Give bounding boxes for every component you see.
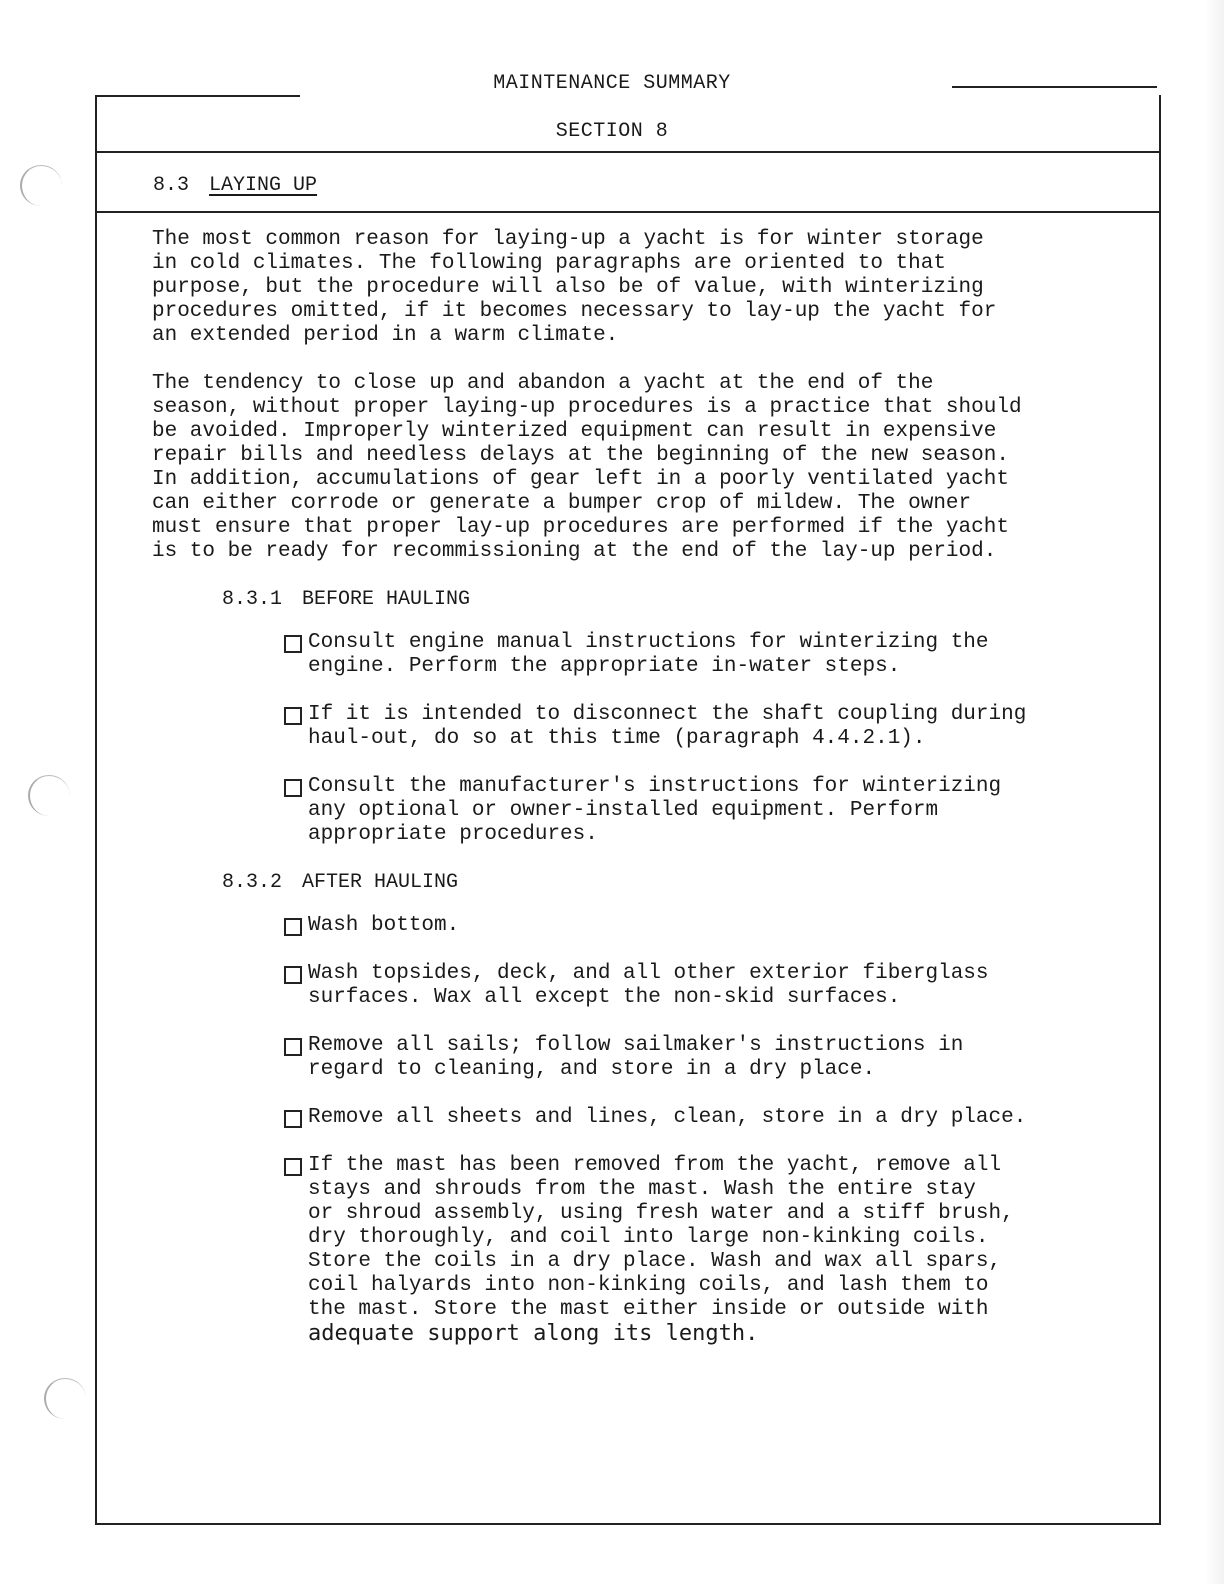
subsection-title: AFTER HAULING	[302, 871, 459, 894]
checklist-item	[284, 962, 1142, 1010]
checklist-item	[284, 1034, 1142, 1082]
punch-hole	[20, 165, 62, 206]
checklist-text: Wash topsides, deck, and all other exterior fiberglass surfaces. Wax all except the non-skid surfaces.	[308, 962, 989, 1009]
checklist-item	[284, 775, 1142, 847]
checklist-text: Consult the manufacturer's instructions for winterizing any optional or owner-installed equipment. Perform appropriate procedures.	[308, 775, 1002, 846]
subsection-title: BEFORE HAULING	[302, 588, 471, 611]
heading-number: 8.3	[153, 174, 190, 197]
checkbox[interactable]	[284, 635, 302, 653]
document-body	[152, 228, 1142, 1372]
checkbox[interactable]	[284, 1038, 302, 1056]
checklist-item	[284, 703, 1142, 751]
paragraph: The tendency to close up and abandon a yacht at the end of the season, without proper laying-up procedures is a practice that should be avoided. Improperly winterized equipment can result in expensive repair bills and needless delays at the beginning of the new season. In addition, accumulations of gear left in a poorly ventilated yacht can either corrode or generate a bumper crop of mildew. The owner must ensure that proper lay-up procedures are performed if the yacht is to be ready for recommissioning at the end of the lay-up period.	[152, 372, 1022, 563]
checklist-item	[284, 914, 1142, 938]
document-title: MAINTENANCE SUMMARY	[493, 72, 731, 95]
checkbox[interactable]	[284, 1110, 302, 1128]
checklist-text: Remove all sails; follow sailmaker's instructions in regard to cleaning, and store in a dry place.	[308, 1034, 964, 1081]
checklist-item	[284, 1154, 1142, 1348]
subsection-heading	[222, 871, 1142, 894]
checklist-text: If it is intended to disconnect the shaft coupling during haul-out, do so at this time (paragraph 4.4.2.1).	[308, 703, 1027, 750]
checkbox[interactable]	[284, 918, 302, 936]
checklist-text: If the mast has been removed from the yacht, remove all stays and shrouds from the mast. Wash the entire stay or shroud assembly, using fresh water and a stiff brush, dry thoroughly, and coil into large non-kinking coils. Store the coils in a dry place. Wash and wax all spars, coil halyards into non-kinking coils, and lash them to the mast. Store the mast either inside or outside with	[308, 1154, 1014, 1321]
checklist-item	[284, 631, 1142, 679]
subsection-number: 8.3.1	[222, 588, 283, 611]
punch-hole	[44, 1378, 86, 1419]
checklist-text: Consult engine manual instructions for winterizing the engine. Perform the appropriate in-water steps.	[308, 631, 989, 678]
section-heading	[153, 174, 317, 197]
checkbox[interactable]	[284, 966, 302, 984]
checklist-text: Wash bottom.	[308, 914, 460, 937]
punch-hole	[28, 775, 70, 816]
heading-title: LAYING UP	[209, 174, 318, 197]
section-label: SECTION 8	[555, 120, 669, 143]
title-rule-right	[952, 86, 1157, 88]
checklist-text-last-line: adequate support along its length.	[308, 1321, 759, 1346]
subsection-number: 8.3.2	[222, 871, 283, 894]
checkbox[interactable]	[284, 1158, 302, 1176]
checklist-item	[284, 1106, 1142, 1130]
checkbox[interactable]	[284, 707, 302, 725]
subsection-heading	[222, 588, 1142, 611]
checkbox[interactable]	[284, 779, 302, 797]
paragraph: The most common reason for laying-up a yacht is for winter storage in cold climates. The following paragraphs are oriented to that purpose, but the procedure will also be of value, with winterizing procedures omitted, if it becomes necessary to lay-up the yacht for an extended period in a warm climate.	[152, 228, 997, 347]
page-edge	[1204, 0, 1224, 1584]
checklist-text: Remove all sheets and lines, clean, store in a dry place.	[308, 1106, 1027, 1129]
